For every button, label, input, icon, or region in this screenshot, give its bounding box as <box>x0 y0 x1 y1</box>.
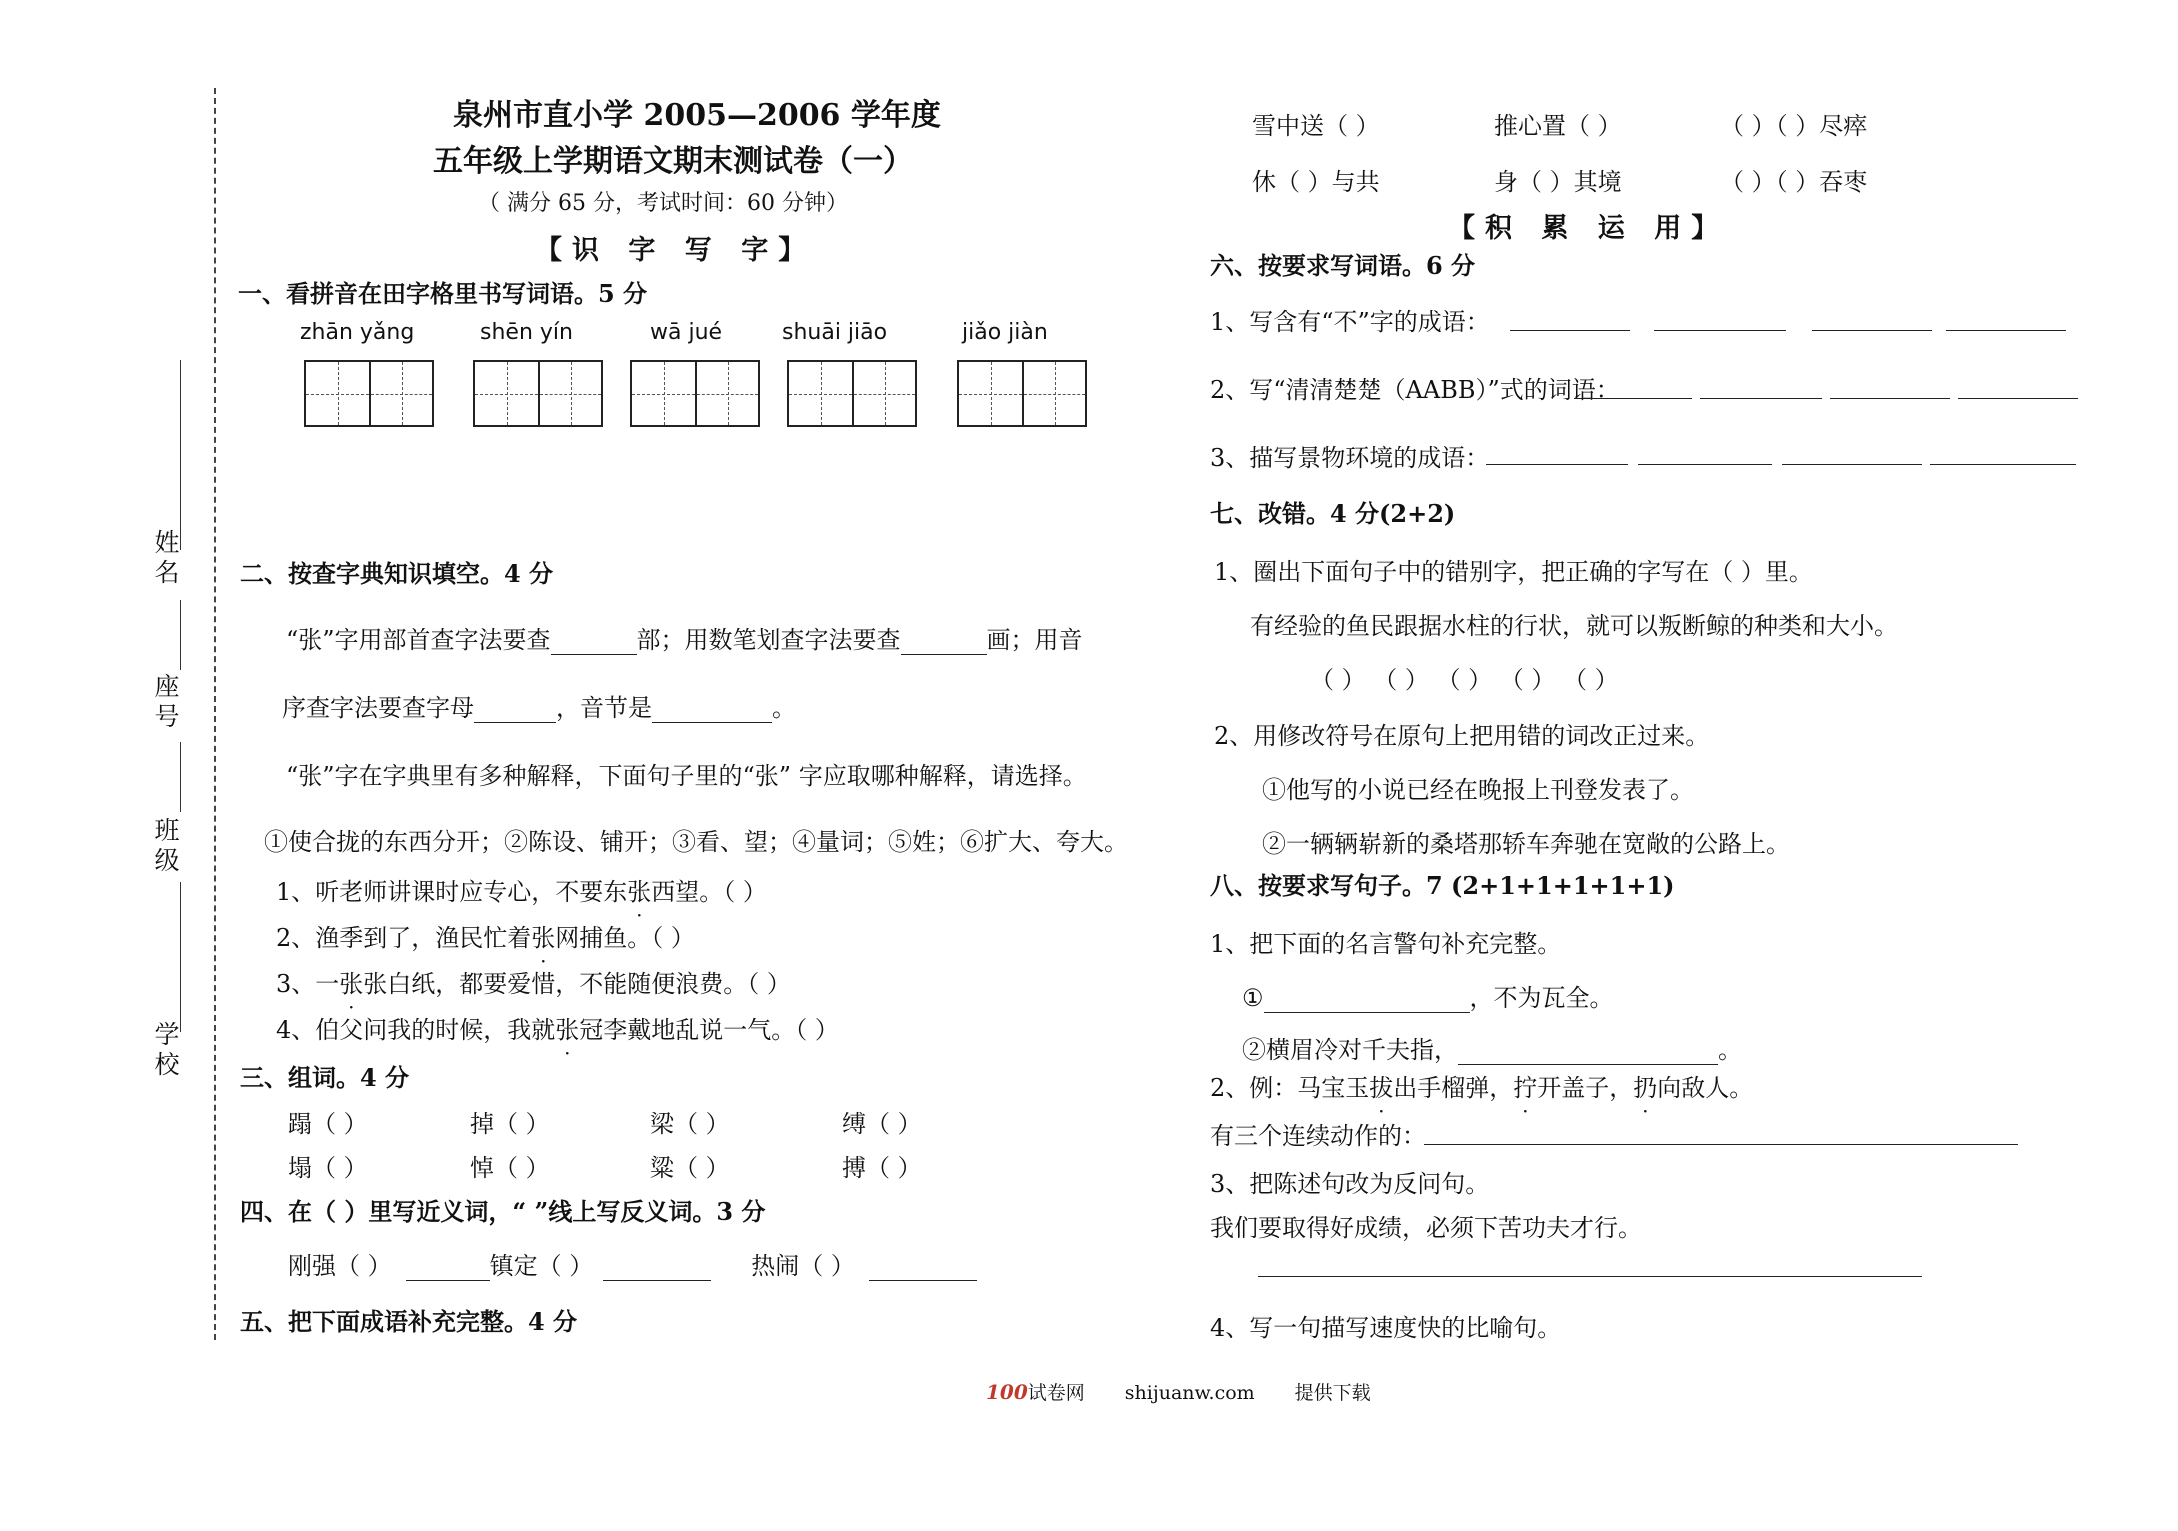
binding-dashed-line <box>214 88 216 1340</box>
q8-l7-blank[interactable] <box>1258 1276 1922 1277</box>
q2-blank-radical[interactable] <box>551 628 637 655</box>
q2-item-4 <box>276 1010 839 1045</box>
exam-subtitle-title: 五年级上学期语文期末测试卷（一） <box>433 144 913 179</box>
q7-line6: ②一辆辆崭新的桑塔那轿车奔驰在宽敞的公路上。 <box>1262 830 1790 858</box>
q3-r2-c2: 悼（ ） <box>470 1154 550 1182</box>
section-heading-accumulation: 【积 累 运 用】 <box>1448 213 1729 244</box>
q6-l2-blank-3[interactable] <box>1830 398 1950 399</box>
q4-antonym-blank-2[interactable] <box>603 1254 711 1281</box>
q8-line6: 3、把陈述句改为反问句。 <box>1210 1170 1490 1198</box>
q6-line1: 1、写含有“不”字的成语： <box>1210 308 1490 336</box>
q2-blank-syllable[interactable] <box>652 696 772 723</box>
q8-l2-suffix: ，不为瓦全。 <box>1469 984 1614 1012</box>
q2-item-3-char: 张 <box>339 970 364 998</box>
q4-word-1: 刚强（ ） <box>288 1252 392 1280</box>
q2-options: ①使合拢的东西分开；②陈设、铺开；③看、望；④量词；⑤姓；⑥扩大、夸大。 <box>264 828 1128 856</box>
q5-title: 五、把下面成语补充完整。4 分 <box>240 1307 578 1336</box>
q8-l4-mid-1: 出手榴弹， <box>1393 1074 1514 1102</box>
q7-line2: 有经验的鱼民跟据水柱的行状，就可以叛断鲸的种类和大小。 <box>1250 612 1898 640</box>
q2-blank-strokes[interactable] <box>901 628 987 655</box>
q6-l3-blank-1[interactable] <box>1486 464 1628 465</box>
q2-item-2-char: 张 <box>531 924 556 952</box>
q6-l3-blank-2[interactable] <box>1638 464 1772 465</box>
q8-l3-suffix: 。 <box>1718 1036 1742 1064</box>
q2-item-1-char: 张 <box>627 878 652 906</box>
q6-l1-blank-4[interactable] <box>1946 330 2066 331</box>
q2-item-2-pre: 2、渔季到了，渔民忙着 <box>276 924 532 952</box>
q8-l4-verb-1: 拔 <box>1369 1074 1394 1102</box>
q3-r2-c4: 搏（ ） <box>842 1154 922 1182</box>
exam-score-time: （ 满分 65 分，考试时间：60 分钟） <box>478 191 848 216</box>
q2-item-2-post: 网捕鱼。（ ） <box>555 924 695 952</box>
q2-item-1 <box>276 872 767 907</box>
q2-item-2 <box>276 918 695 953</box>
q4-antonym-blank-3[interactable] <box>869 1254 977 1281</box>
q2-item-3-pre: 3、一 <box>276 970 340 998</box>
q8-l4-mid-2: 开盖子， <box>1537 1074 1634 1102</box>
seat-field-line[interactable] <box>180 600 181 670</box>
q8-l3-blank[interactable] <box>1458 1038 1718 1065</box>
footer <box>986 1378 1371 1405</box>
q7-line4: 2、用修改符号在原句上把用错的词改正过来。 <box>1214 722 1710 750</box>
q8-l2-blank[interactable] <box>1264 986 1470 1013</box>
q2-line2-text-c: 。 <box>772 694 796 722</box>
q8-line8: 4、写一句描写速度快的比喻句。 <box>1210 1314 1562 1342</box>
q6-l2-blank-2[interactable] <box>1700 398 1822 399</box>
q8-l4-post: 向敌人。 <box>1657 1074 1754 1102</box>
q3-r1-c2: 掉（ ） <box>470 1110 550 1138</box>
footer-note: 提供下载 <box>1294 1382 1371 1404</box>
pinyin-5: jiǎo jiàn <box>962 320 1048 345</box>
section-heading-literacy: 【识 字 写 字】 <box>535 235 816 266</box>
q3-r2-c3: 粱（ ） <box>650 1154 730 1182</box>
q3-r1-c3: 梁（ ） <box>650 1110 730 1138</box>
q2-item-4-char: 张 <box>555 1016 580 1044</box>
q3-r1-c4: 缚（ ） <box>842 1110 922 1138</box>
q6-l1-blank-2[interactable] <box>1654 330 1786 331</box>
tian-grid-4[interactable] <box>787 360 917 427</box>
q7-line1: 1、圈出下面句子中的错别字，把正确的字写在（ ）里。 <box>1214 558 1813 586</box>
q6-line3: 3、描写景物环境的成语： <box>1210 444 1490 472</box>
q3-title: 三、组词。4 分 <box>240 1063 410 1092</box>
q8-l4-pre: 2、例：马宝玉 <box>1210 1074 1370 1102</box>
q2-blank-letter[interactable] <box>474 696 556 723</box>
tian-grid-5[interactable] <box>957 360 1087 427</box>
q6-l1-blank-1[interactable] <box>1510 330 1630 331</box>
pinyin-2: shēn yín <box>480 320 573 345</box>
q8-line3 <box>1242 1030 1742 1065</box>
q8-line2 <box>1242 978 1614 1013</box>
idiom-2-1: 休（ ）与共 <box>1252 168 1380 196</box>
q2-line1-text-c: 画；用音 <box>986 626 1083 654</box>
q2-line2-text-b: ，音节是 <box>556 694 652 722</box>
q2-line1-text-a: “张”字用部首查字法要查 <box>286 626 551 654</box>
idiom-1-2: 推心置（ ） <box>1494 112 1622 140</box>
q6-title: 六、按要求写词语。6 分 <box>1210 251 1476 280</box>
q2-line1 <box>286 620 1083 655</box>
q2-item-4-post: 冠李戴地乱说一气。（ ） <box>579 1016 839 1044</box>
q2-line3: “张”字在字典里有多种解释，下面句子里的“张” 字应取哪种解释，请选择。 <box>286 762 1087 790</box>
q7-title: 七、改错。4 分(2+2) <box>1210 499 1456 528</box>
q8-l4-verb-3: 扔 <box>1633 1074 1658 1102</box>
tian-grid-3[interactable] <box>630 360 760 427</box>
q8-l5-blank[interactable] <box>1424 1144 2018 1145</box>
q2-item-4-pre: 4、伯父问我的时候，我就 <box>276 1016 556 1044</box>
name-field-line[interactable] <box>180 360 181 550</box>
q8-l3-prefix: ②横眉冷对千夫指， <box>1242 1036 1458 1064</box>
q2-line1-text-b: 部；用数笔划查字法要查 <box>636 626 901 654</box>
q6-l2-blank-1[interactable] <box>1574 398 1692 399</box>
q8-line4 <box>1210 1068 1753 1103</box>
q2-title: 二、按查字典知识填空。4 分 <box>240 559 554 588</box>
q4-word-2: 镇定（ ） <box>489 1252 594 1280</box>
q6-line2: 2、写“清清楚楚（AABB）”式的词语： <box>1210 376 1620 404</box>
school-label: 学校 <box>154 1020 180 1079</box>
q2-item-3 <box>276 964 791 999</box>
q2-item-1-post: 西望。（ ） <box>651 878 767 906</box>
exam-title: 泉州市直小学 2005—2006 学年度 <box>453 98 941 133</box>
tian-grid-1[interactable] <box>304 360 434 427</box>
q1-title: 一、看拼音在田字格里书写词语。5 分 <box>238 279 648 308</box>
q7-answer-brackets[interactable]: （ ） （ ） （ ） （ ） （ ） <box>1310 666 1619 694</box>
q4-word-3: 热闹（ ） <box>751 1252 855 1280</box>
q2-item-3-post: 张白纸，都要爱惜，不能随便浪费。（ ） <box>363 970 791 998</box>
tian-grid-2[interactable] <box>473 360 603 427</box>
pinyin-3: wā jué <box>650 320 723 345</box>
q8-l2-prefix: ① <box>1242 984 1264 1012</box>
footer-site-name: 试卷网 <box>1027 1382 1085 1404</box>
q6-l2-blank-4[interactable] <box>1958 398 2078 399</box>
class-field-line[interactable] <box>180 742 181 812</box>
q6-l1-blank-3[interactable] <box>1812 330 1932 331</box>
q3-r1-c1: 蹋（ ） <box>288 1110 368 1138</box>
idiom-2-2: 身（ ）其境 <box>1494 168 1622 196</box>
q4-row <box>288 1246 977 1281</box>
idiom-1-3: （ ）（ ）尽瘁 <box>1720 112 1868 140</box>
q6-l3-blank-4[interactable] <box>1930 464 2076 465</box>
pinyin-1: zhān yǎng <box>300 320 415 345</box>
q2-line2 <box>282 688 796 723</box>
q8-line7: 我们要取得好成绩，必须下苦功夫才行。 <box>1210 1214 1642 1242</box>
q4-title: 四、在（ ）里写近义词，“ ”线上写反义词。3 分 <box>240 1197 766 1226</box>
q6-l3-blank-3[interactable] <box>1782 464 1922 465</box>
idiom-2-3: （ ）（ ）吞枣 <box>1720 168 1868 196</box>
q2-line2-text-a: 序查字法要查字母 <box>282 694 474 722</box>
q2-item-1-pre: 1、听老师讲课时应专心，不要东 <box>276 878 628 906</box>
class-label: 班级 <box>154 816 180 875</box>
footer-url[interactable]: shijuanw.com <box>1124 1382 1255 1404</box>
q4-antonym-blank-1[interactable] <box>406 1254 490 1281</box>
name-label: 姓名 <box>154 528 180 587</box>
q3-r2-c1: 塌（ ） <box>288 1154 368 1182</box>
seat-label: 座号 <box>154 672 180 731</box>
pinyin-4: shuāi jiāo <box>782 320 888 345</box>
q8-line1: 1、把下面的名言警句补充完整。 <box>1210 930 1562 958</box>
q8-l4-verb-2: 拧 <box>1513 1074 1538 1102</box>
q8-title: 八、按要求写句子。7 (2+1+1+1+1+1) <box>1210 871 1675 900</box>
idiom-1-1: 雪中送（ ） <box>1252 112 1380 140</box>
q8-line5: 有三个连续动作的： <box>1210 1122 1426 1150</box>
school-field-line[interactable] <box>180 882 181 1032</box>
site-logo: 100 <box>986 1380 1028 1404</box>
q7-line5: ①他写的小说已经在晚报上刊登发表了。 <box>1262 776 1694 804</box>
